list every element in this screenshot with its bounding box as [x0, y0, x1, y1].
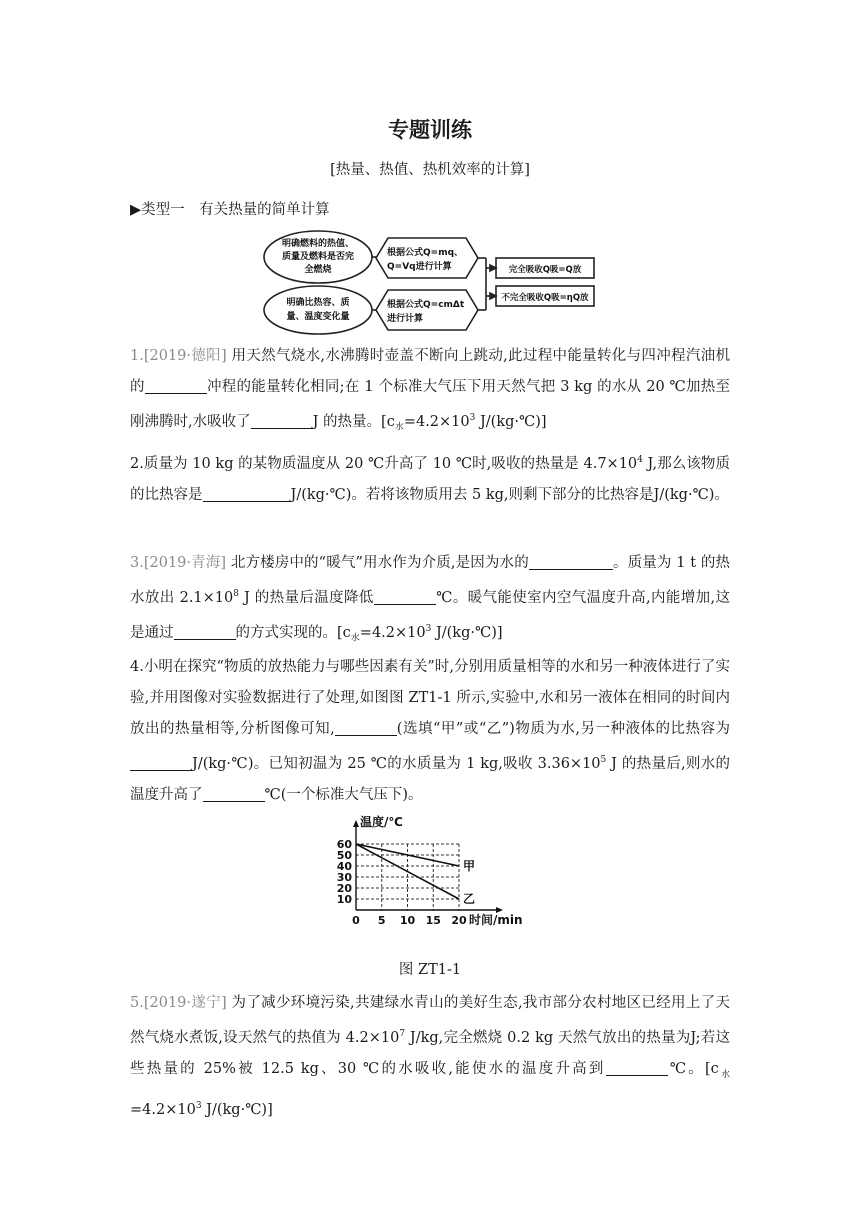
y-tick-label-10: 10	[336, 893, 352, 906]
complete-absorb-text: 完全吸收Q吸=Q放	[508, 265, 582, 275]
x-tick-label-10: 10	[399, 914, 416, 927]
page-title: 专题训练	[388, 118, 472, 142]
fuel-line-1: 明确燃料的热值、	[281, 239, 355, 249]
flow-diagram	[260, 228, 600, 340]
formula-cmt-line-1: 根据公式Q=cmΔt	[387, 300, 465, 310]
series-label-2: 乙	[463, 892, 476, 906]
x-tick-label-0: 0	[352, 914, 360, 927]
q5-blank-2[interactable]	[606, 1060, 668, 1076]
q4-blank-1[interactable]	[335, 721, 397, 737]
q1-blank-1[interactable]	[145, 379, 207, 395]
x-axis-label: 时间/min	[469, 913, 523, 927]
q3-blank-3[interactable]	[174, 624, 236, 640]
q3-blank-1[interactable]	[529, 555, 613, 571]
x-tick-label-20: 20	[451, 914, 467, 927]
y-axis-arrow	[353, 820, 359, 827]
y-tick-label-20: 20	[336, 882, 352, 895]
hex-formula-q-mq	[376, 238, 478, 278]
y-tick-label-30: 30	[336, 871, 352, 884]
fuel-line-3: 全燃烧	[304, 265, 332, 275]
figure-caption: 图 ZT1-1	[398, 962, 462, 978]
x-tick-label-15: 15	[425, 914, 441, 927]
hex-formula-q-cmt	[376, 290, 478, 330]
ellipse-heat-capacity	[264, 286, 372, 334]
capacity-line-1: 明确比热容、质	[286, 298, 350, 308]
q3-blank-2[interactable]	[374, 589, 436, 605]
capacity-line-2: 量、温度变化量	[286, 312, 350, 322]
formula-cmt-line-2: 进行计算	[387, 314, 424, 324]
q2-blank-1[interactable]	[203, 486, 291, 502]
fuel-line-2: 质量及燃料是否完	[281, 252, 355, 262]
formula-mq-line-1: 根据公式Q=mq、	[387, 248, 464, 258]
question-1: 1.[2019·德阳] 用天然气烧水,水沸腾时壶盖不断向上跳动,此过程中能量转化与四冲程汽油机的 冲程的能量转化相同;在 1 个标准大气压下用天然气把 3 kg 的水从 20 ℃加热至刚沸腾时,水吸收了 J 的热量。[$c_水=4.2\times 10^3$ J/(kg·℃)]	[130, 348, 731, 433]
formula-mq-line-2: Q=Vq进行计算	[387, 262, 452, 272]
question-3: 3.[2019·青海] 北方楼房中的“暖气”用水作为介质,是因为水的 。质量为 1 t 的热水放出 $2.1\times 10^8$ J 的热量后温度降低 ℃。暖气能使室内空气温度升高,内能增加,这是通过 的方式实现的。[$c_水=4.2\times 10^3$ J/(kg·℃)]	[130, 555, 730, 644]
y-axis-label: 温度/℃	[360, 815, 403, 829]
q4-blank-2[interactable]	[130, 755, 192, 771]
question-2: 2.质量为 10 kg 的某物质温度从 20 ℃升高了 10 ℃时,吸收的热量是 $4.7\times 10^4$ J,那么该物质的比热容是 J/(kg·℃)。若将该物质用去 5 kg,则剩下部分的比热容是J/(kg·℃)。	[130, 455, 730, 503]
x-tick-label-5: 5	[377, 914, 386, 927]
q1-source: 1.[2019·德阳]	[130, 348, 227, 364]
y-tick-label-60: 60	[336, 838, 352, 851]
incomplete-absorb-text: 不完全吸收Q吸=ηQ放	[501, 293, 589, 303]
page-subtitle: [热量、热值、热机效率的计算]	[330, 162, 530, 178]
q5-source: 5.[2019·遂宁]	[130, 995, 227, 1011]
section-heading: ▶类型一 有关热量的简单计算	[130, 202, 330, 218]
series-label-1: 甲	[463, 859, 476, 873]
y-tick-label-50: 50	[336, 849, 352, 862]
q3-source: 3.[2019·青海]	[130, 555, 227, 571]
question-4: 4.小明在探究“物质的放热能力与哪些因素有关”时,分别用质量相等的水和另一种液体进行了实验,并用图像对实验数据进行了处理,如图图 ZT1-1 所示,实验中,水和另一液体在相同的时间内放出的热量相等,分析图像可知, (选填“甲”或“乙”)物质为水,另一种液体的比热容为J/(kg·℃)。已知初温为 25 ℃的水质量为 1 kg,吸收 $3.36\times 10^5$ J 的热量后,则水的温度升高了 ℃(一个标准大气压下)。	[130, 659, 730, 803]
question-5: 5.[2019·遂宁] 为了减少环境污染,共建绿水青山的美好生态,我市部分农村地区已经用上了天然气烧水煮饭,设天然气的热值为 $4.2\times 10^7$ J/kg,完全燃烧 0.2 kg 天然气放出的热量为J;若这些热量的 25%被 12.5 kg、30 ℃的水吸收,能使水的温度升高到 ℃。[$c_水=4.2\times 10^3$ J/(kg·℃)]	[130, 995, 730, 1118]
y-tick-label-40: 40	[336, 860, 352, 873]
q4-blank-3[interactable]	[203, 786, 265, 802]
temperature-time-chart	[330, 812, 540, 942]
q1-blank-2[interactable]	[251, 413, 313, 429]
